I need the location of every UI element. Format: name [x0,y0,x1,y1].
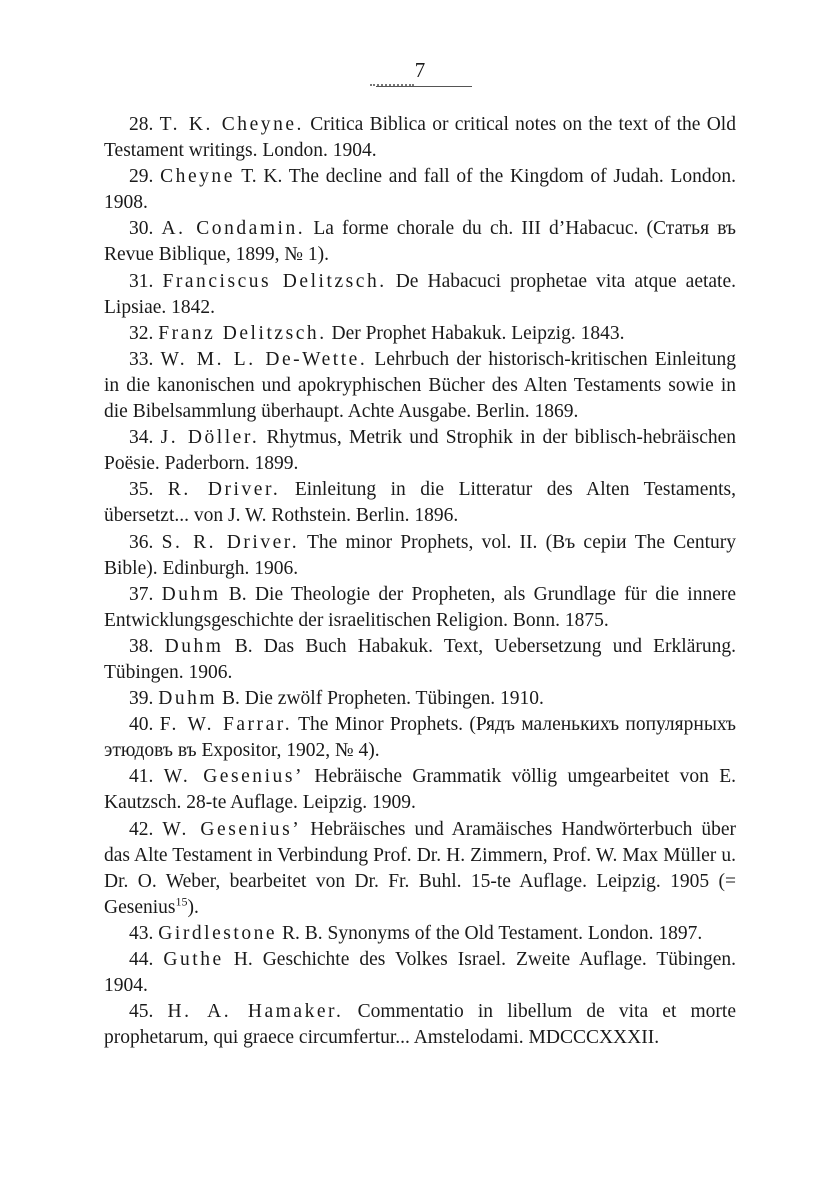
entry-text: Der Prophet Habakuk. Leipzig. 1843. [326,322,625,344]
entry-author: H. A. Hamaker. [167,1001,344,1023]
entry-text: De Habacuci prophetae vita atque aetate. Lipsiae. 1842. [104,270,736,318]
entry-text: B. Das Buch Habakuk. Text, Uebersetzung und Erklärung. Tübingen. 1906. [104,635,736,683]
entry-text: Rhytmus, Metrik und Strophik in der biblisch-hebräischen Poësie. Paderborn. 1899. [104,427,736,475]
entry-number: 32. [129,322,154,344]
entry-text: Commentatio in libellum de vita et morte prophetarum, qui graece circumfertur... Amstelodami. MDCCCXXXII. [104,1001,736,1049]
entry-number: 42. [129,818,154,840]
entry-author: R. Driver. [167,479,281,501]
bibliography-entry [104,764,736,816]
bibliography-entry [104,947,736,999]
entry-superscript: 15 [175,894,188,909]
entry-number: 36. [129,531,154,553]
entry-number: 35. [129,479,154,501]
entry-number: 39. [129,688,154,710]
entry-number: 41. [129,766,154,788]
page-number: 7 [414,58,426,82]
entry-author: Franciscus Delitzsch. [162,270,387,292]
bibliography-entry [104,321,736,347]
bibliography-entry [104,425,736,477]
entry-text: Einleitung in die Litteratur des Alten Testaments, übersetzt... von J. W. Rothstein. Berlin. 1896. [104,479,736,527]
bibliography-list [104,112,736,1051]
entry-number: 29. [129,166,154,188]
bibliography-entry [104,269,736,321]
bibliography-entry [104,530,736,582]
entry-author: A. Condamin. [161,218,306,240]
entry-number: 37. [129,583,154,605]
entry-tail: ). [187,896,199,918]
entry-text: Critica Biblica or critical notes on the text of the Old Testament writings. London. 1904. [104,114,736,162]
entry-author: F. W. Farrar. [159,714,293,736]
bibliography-entry [104,817,736,921]
entry-text: La forme chorale du ch. III d’Habacuc. (Статья въ Revue Biblique, 1899, № 1). [104,218,736,266]
entry-author: Duhm [161,583,221,605]
entry-text: B. Die Theologie der Propheten, als Grundlage für die innere Entwicklungsgeschichte der israelitischen Religion. Bonn. 1875. [104,583,737,631]
entry-number: 30. [129,218,154,240]
entry-author: W. Gesenius’ [162,818,302,840]
entry-number: 28. [129,114,154,135]
entry-author: Guthe [163,949,224,970]
bibliography-entry [104,921,736,947]
entry-number: 31. [129,270,154,292]
entry-author: S. R. Driver. [161,531,300,553]
entry-number: 44. [129,949,154,970]
bibliography-entry [104,216,736,268]
bibliography-entry [104,686,736,712]
entry-number: 45. [129,1001,154,1023]
entry-author: W. Gesenius’ [163,766,304,788]
entry-text: Lehrbuch der historisch-kritischen Einleitung in die kanonischen und apokryphischen Bücher des Alten Testaments sowie in die Bibelsammlung überhaupt. Achte Ausgabe. Berlin. 1869. [104,348,736,423]
entry-author: Cheyne [160,166,235,188]
entry-text: Hebräisches und Aramäisches Handwörterbuch über das Alte Testament in Verbindung Prof. Dr. H. Zimmern, Prof. W. Max Müller u. Dr. O. Weber, bearbeitet von Dr. Fr. Buhl. 15-te Auflage. Leipzig. 1905 (= Gesenius [104,818,736,918]
bibliography-entry [104,582,736,634]
entry-number: 38. [129,635,154,657]
entry-text: T. K. The decline and fall of the Kingdom of Judah. London. 1908. [104,166,737,214]
entry-text: H. Geschichte des Volkes Israel. Zweite Auflage. Tübingen. 1904. [104,949,736,997]
entry-text: The minor Prophets, vol. II. (Въ серіи The Century Bible). Edinburgh. 1906. [104,531,737,579]
bibliography-entry [104,999,736,1051]
entry-number: 40. [129,714,154,736]
entry-number: 43. [129,922,154,944]
entry-author: Duhm [164,635,224,657]
bibliography-entry [104,164,736,216]
entry-author: Franz Delitzsch. [158,322,327,344]
page-number-rule [376,86,472,87]
entry-author: Girdlestone [158,922,278,944]
entry-text: The Minor Prophets. (Рядъ маленькихъ популярныхъ этюдовъ въ Expositor, 1902, № 4). [104,714,737,762]
bibliography-entry [104,347,736,425]
bibliography-entry [104,112,736,164]
entry-number: 33. [129,348,154,370]
entry-author: Duhm [158,688,218,710]
entry-text: Hebräische Grammatik völlig umgearbeitet von E. Kautzsch. 28-te Auflage. Leipzig. 1909. [104,766,736,814]
entry-author: J. Döller. [160,427,260,449]
entry-text: B. Die zwölf Propheten. Tübingen. 1910. [217,688,544,710]
bibliography-entry [104,712,736,764]
entry-author: W. M. L. De-Wette. [160,348,368,370]
entry-number: 34. [129,427,154,449]
bibliography-entry [104,634,736,686]
entry-text: R. B. Synonyms of the Old Testament. London. 1897. [277,922,703,944]
entry-author: T. K. Cheyne. [159,114,304,135]
bibliography-entry [104,477,736,529]
